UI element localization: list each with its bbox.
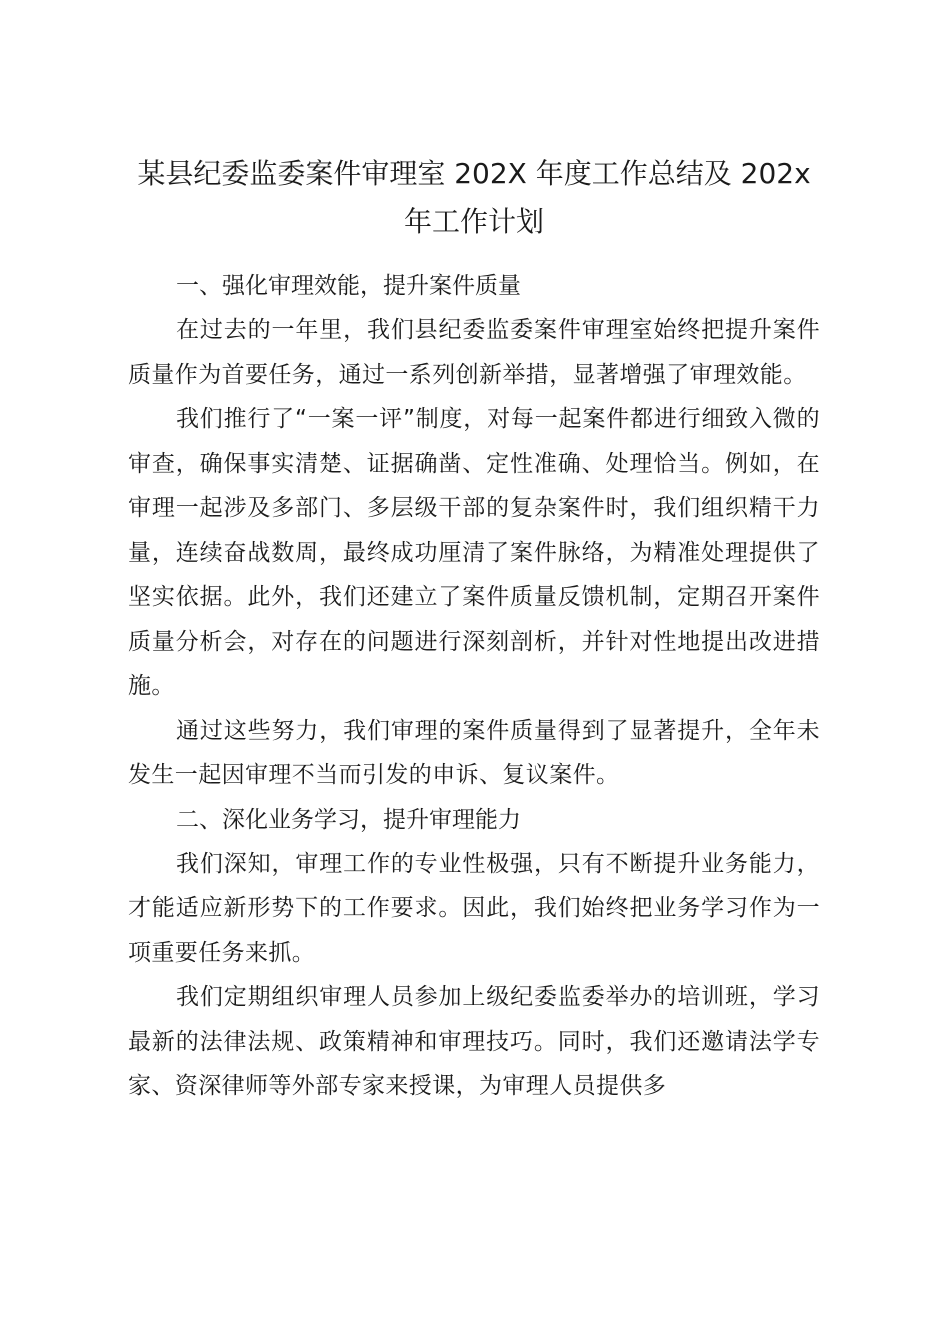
section-2-heading: 二、深化业务学习，提升审理能力 xyxy=(176,806,521,833)
document-title xyxy=(108,150,840,246)
section-2-paragraph-1: 我们深知，审理工作的专业性极强，只有不断提升业务能力，才能适应新形势下的工作要求。因此，我们始终把业务学习作为一项重要任务来抓。 xyxy=(128,850,820,966)
section-1-paragraph-1: 在过去的一年里，我们县纪委监委案件审理室始终把提升案件质量作为首要任务，通过一系列创新举措，显著增强了审理效能。 xyxy=(128,317,820,388)
title-line-2: 年工作计划 xyxy=(403,205,544,238)
document-page xyxy=(128,150,820,1109)
section-1-paragraph-2: 我们推行了“一案一评”制度，对每一起案件都进行细致入微的审查，确保事实清楚、证据确凿、定性准确、处理恰当。例如，在审理一起涉及多部门、多层级干部的复杂案件时，我们组织精干力量，连续奋战数周，最终成功厘清了案件脉络，为精准处理提供了坚实依据。此外，我们还建立了案件质量反馈机制，定期召开案件质量分析会，对存在的问题进行深刻剖析，并针对性地提出改进措施。 xyxy=(128,406,820,699)
section-1-heading: 一、强化审理效能，提升案件质量 xyxy=(176,273,521,299)
section-1-paragraph-3: 通过这些努力，我们审理的案件质量得到了显著提升，全年未发生一起因审理不当而引发的申诉、复议案件。 xyxy=(128,717,820,788)
title-line-1: 某县纪委监委案件审理室 202X 年度工作总结及 202x xyxy=(137,157,811,190)
section-2-paragraph-2: 我们定期组织审理人员参加上级纪委监委举办的培训班，学习最新的法律法规、政策精神和审理技巧。同时，我们还邀请法学专家、资深律师等外部专家来授课，为审理人员提供多 xyxy=(128,984,820,1099)
